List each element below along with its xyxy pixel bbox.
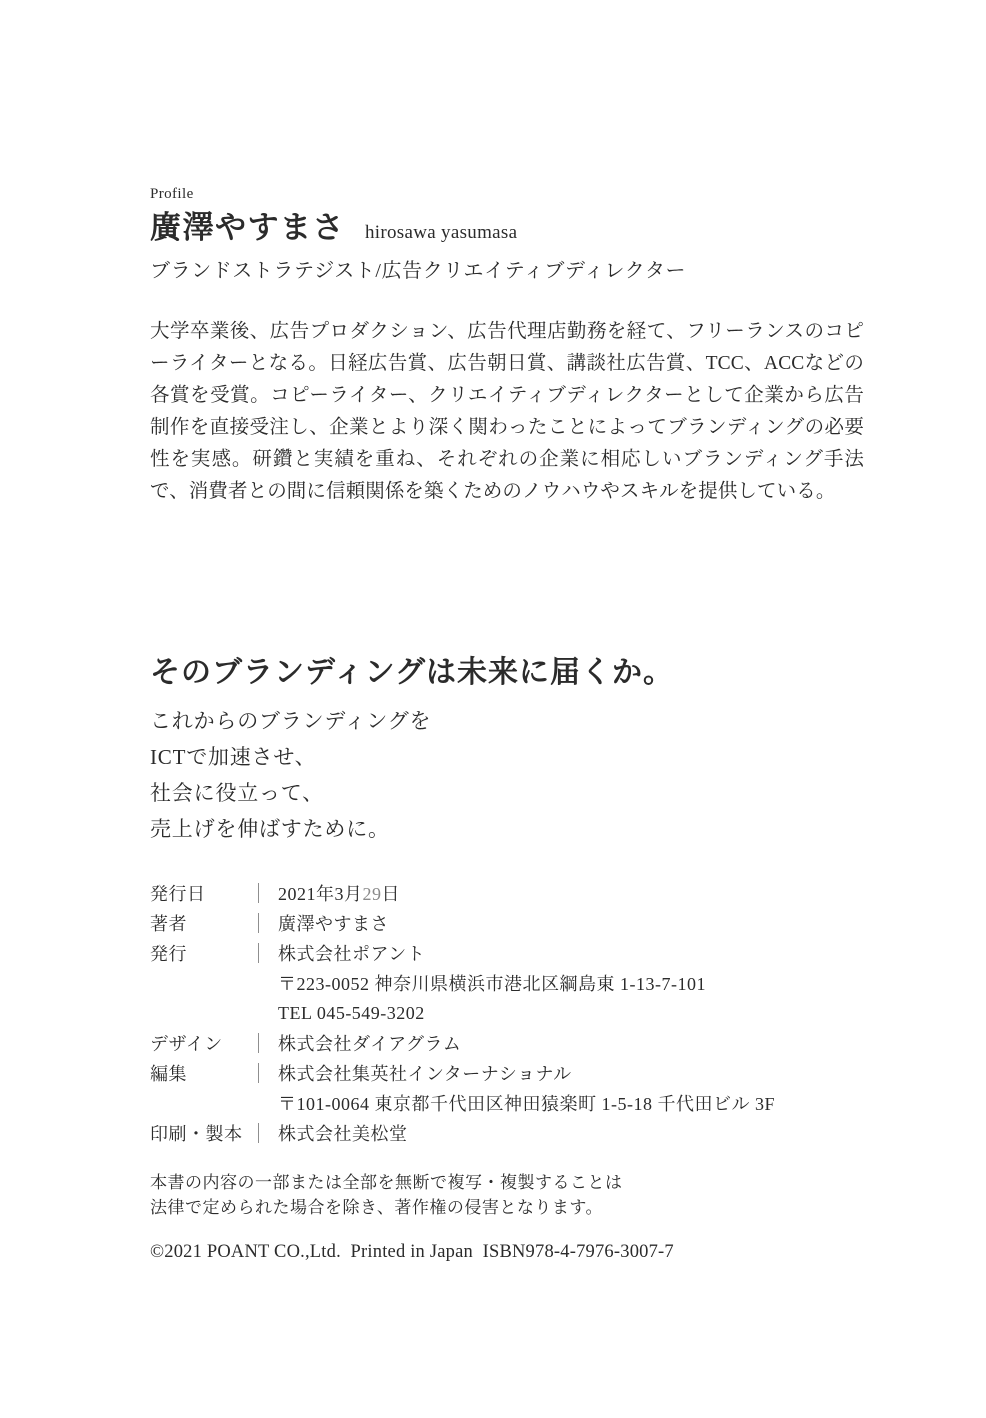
copy-notice	[150, 1170, 623, 1220]
colophon-row-publisher-tel	[150, 998, 775, 1028]
colophon-value: 株式会社ダイアグラム	[278, 1034, 462, 1054]
author-role: ブランドストラテジスト/広告クリエイティブディレクター	[150, 260, 687, 282]
separator-bar	[258, 1123, 259, 1143]
colophon-label: 編集	[150, 1064, 187, 1084]
copyright-line: ©2021 POANT CO.,Ltd. Printed in Japan ISBN978-4-7976-3007-7	[150, 1242, 674, 1262]
colophon-value: 〒101-0064 東京都千代田区神田猿楽町 1-5-18 千代田ビル 3F	[278, 1094, 775, 1114]
separator-bar	[258, 913, 259, 933]
separator-bar	[258, 1063, 259, 1083]
date-day-stamp: 29	[362, 884, 382, 904]
colophon-row-publisher-address	[150, 968, 775, 998]
colophon-table	[150, 878, 775, 1148]
separator-bar	[258, 1033, 259, 1053]
author-name-ja: 廣澤やすまさ	[150, 210, 345, 245]
tagline-line: これからのブランディングを	[150, 709, 432, 733]
author-name	[150, 205, 517, 251]
author-name-romaji: hirosawa yasumasa	[365, 222, 518, 243]
colophon-row-editing-address	[150, 1088, 775, 1118]
separator-bar	[258, 883, 259, 903]
tagline-line: 売上げを伸ばすために。	[150, 817, 390, 841]
date-prefix: 2021年3月	[278, 884, 363, 904]
notice-line: 法律で定められた場合を除き、著作権の侵害となります。	[150, 1198, 603, 1217]
tagline-line: ICTで加速させ、	[150, 745, 317, 769]
separator-bar	[258, 943, 259, 963]
profile-label: Profile	[150, 186, 194, 202]
tagline-line: 社会に役立って、	[150, 781, 324, 805]
colophon-label: 発行日	[150, 884, 206, 904]
colophon-label: デザイン	[150, 1034, 223, 1054]
date-suffix: 日	[381, 884, 400, 904]
colophon-row-design	[150, 1028, 775, 1058]
colophon-value: 株式会社美松堂	[278, 1124, 408, 1144]
book-tagline	[150, 703, 431, 847]
colophon-row-printing	[150, 1118, 775, 1148]
book-title: そのブランディングは未来に届くか。	[150, 656, 674, 689]
colophon-row-publisher	[150, 938, 775, 968]
colophon-value	[278, 880, 400, 906]
colophon-label: 印刷・製本	[150, 1124, 243, 1144]
colophon-value: 〒223-0052 神奈川県横浜市港北区綱島東 1-13-7-101	[278, 974, 706, 994]
author-bio: 大学卒業後、広告プロダクション、広告代理店勤務を経て、フリーランスのコピーライターとなる。日経広告賞、広告朝日賞、講談社広告賞、TCC、ACCなどの各賞を受賞。コピーライター、クリエイティブディレクターとして企業から広告制作を直接受注し、企業とより深く関わったことによってブランディングの必要性を実感。研鑽と実績を重ね、それぞれの企業に相応しいブランディング手法で、消費者との間に信頼関係を築くためのノウハウやスキルを提供している。	[150, 321, 864, 502]
colophon-value: 株式会社ポアント	[278, 944, 426, 964]
colophon-value: 廣澤やすまさ	[278, 914, 389, 934]
colophon-row-publish-date	[150, 878, 775, 908]
colophon-row-author	[150, 908, 775, 938]
colophon-label: 発行	[150, 944, 187, 964]
colophon-value: 株式会社集英社インターナショナル	[278, 1064, 572, 1084]
colophon-value: TEL 045-549-3202	[278, 1002, 425, 1023]
colophon-row-editing	[150, 1058, 775, 1088]
colophon-label: 著者	[150, 914, 187, 934]
notice-line: 本書の内容の一部または全部を無断で複写・複製することは	[150, 1173, 623, 1192]
